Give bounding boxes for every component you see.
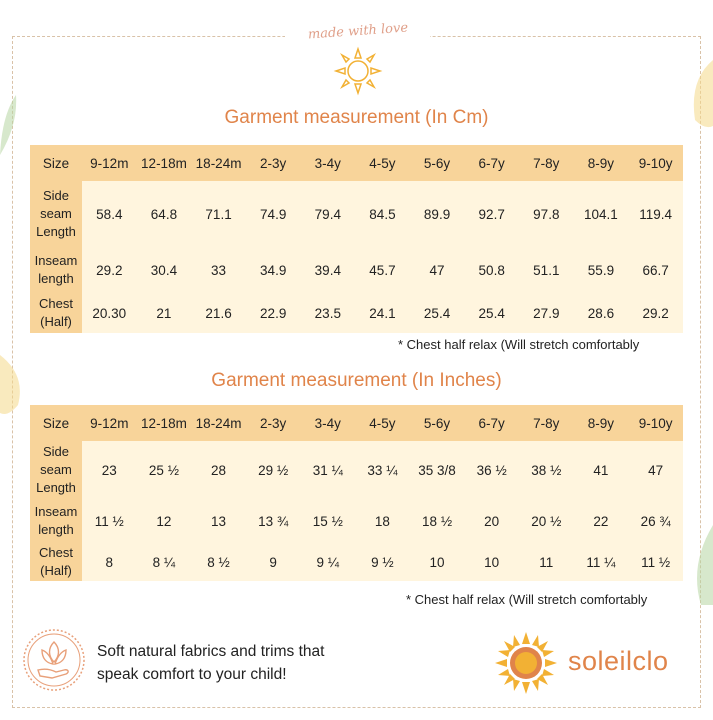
value-cell: 79.4	[301, 181, 356, 247]
value-cell: 22.9	[246, 293, 301, 333]
row-label-chest: Chest (Half)	[30, 543, 82, 581]
value-cell: 11	[519, 543, 574, 581]
made-with-love-badge	[296, 8, 420, 96]
value-cell: 71.1	[191, 181, 246, 247]
header-row	[30, 405, 683, 441]
value-cell: 29.2	[628, 293, 683, 333]
value-cell: 28.6	[574, 293, 629, 333]
size-cell: 8-9y	[574, 145, 629, 181]
value-cell: 31 ¼	[301, 441, 356, 499]
cm-chest-note: * Chest half relax (Will stretch comfortably	[398, 337, 640, 352]
value-cell: 30.4	[137, 247, 192, 293]
value-cell: 18	[355, 499, 410, 543]
size-cell: 18-24m	[191, 405, 246, 441]
value-cell: 23	[82, 441, 137, 499]
value-cell: 10	[464, 543, 519, 581]
value-cell: 25 ½	[137, 441, 192, 499]
sun-logo-icon	[495, 632, 557, 694]
size-cell: 5-6y	[410, 145, 465, 181]
inch-measurement-table	[30, 405, 683, 581]
value-cell: 11 ½	[82, 499, 137, 543]
value-cell: 26 ¾	[628, 499, 683, 543]
value-cell: 13 ¾	[246, 499, 301, 543]
size-cell: 6-7y	[464, 405, 519, 441]
value-cell: 18 ½	[410, 499, 465, 543]
table-row	[30, 499, 683, 543]
leaf-hand-icon	[22, 628, 86, 692]
value-cell: 29 ½	[246, 441, 301, 499]
size-cell: 5-6y	[410, 405, 465, 441]
value-cell: 12	[137, 499, 192, 543]
size-cell: 9-10y	[628, 145, 683, 181]
value-cell: 55.9	[574, 247, 629, 293]
value-cell: 25.4	[410, 293, 465, 333]
size-cell: 4-5y	[355, 405, 410, 441]
size-cell: 3-4y	[301, 405, 356, 441]
size-cell: 8-9y	[574, 405, 629, 441]
value-cell: 119.4	[628, 181, 683, 247]
size-header: Size	[30, 405, 82, 441]
value-cell: 66.7	[628, 247, 683, 293]
table-row	[30, 293, 683, 333]
inch-chest-note: * Chest half relax (Will stretch comfortably	[406, 592, 648, 607]
value-cell: 38 ½	[519, 441, 574, 499]
value-cell: 92.7	[464, 181, 519, 247]
value-cell: 45.7	[355, 247, 410, 293]
value-cell: 11 ¼	[574, 543, 629, 581]
value-cell: 89.9	[410, 181, 465, 247]
value-cell: 97.8	[519, 181, 574, 247]
leaf-decoration-icon	[689, 525, 713, 605]
value-cell: 50.8	[464, 247, 519, 293]
size-cell: 12-18m	[137, 145, 192, 181]
value-cell: 36 ½	[464, 441, 519, 499]
value-cell: 74.9	[246, 181, 301, 247]
size-cell: 3-4y	[301, 145, 356, 181]
value-cell: 28	[191, 441, 246, 499]
value-cell: 13	[191, 499, 246, 543]
sun-icon	[333, 46, 383, 96]
value-cell: 41	[574, 441, 629, 499]
value-cell: 23.5	[301, 293, 356, 333]
row-label-inseam: Inseam length	[30, 247, 82, 293]
value-cell: 15 ½	[301, 499, 356, 543]
size-cell: 12-18m	[137, 405, 192, 441]
size-cell: 9-12m	[82, 405, 137, 441]
size-header: Size	[30, 145, 82, 181]
value-cell: 104.1	[574, 181, 629, 247]
size-cell: 2-3y	[246, 405, 301, 441]
value-cell: 9	[246, 543, 301, 581]
value-cell: 47	[628, 441, 683, 499]
row-label-side-seam: Side seam Length	[30, 441, 82, 499]
size-cell: 2-3y	[246, 145, 301, 181]
value-cell: 33	[191, 247, 246, 293]
value-cell: 8 ¼	[137, 543, 192, 581]
value-cell: 84.5	[355, 181, 410, 247]
footer-tagline: Soft natural fabrics and trims that speak comfort to your child!	[97, 643, 325, 683]
value-cell: 21.6	[191, 293, 246, 333]
table-row	[30, 441, 683, 499]
cm-measurement-table	[30, 145, 683, 333]
table-row	[30, 181, 683, 247]
value-cell: 21	[137, 293, 192, 333]
cm-section-title: Garment measurement (In Cm)	[224, 107, 489, 128]
size-cell: 6-7y	[464, 145, 519, 181]
size-cell: 7-8y	[519, 405, 574, 441]
value-cell: 58.4	[82, 181, 137, 247]
value-cell: 10	[410, 543, 465, 581]
size-cell: 7-8y	[519, 145, 574, 181]
size-cell: 18-24m	[191, 145, 246, 181]
value-cell: 9 ½	[355, 543, 410, 581]
header-row	[30, 145, 683, 181]
badge-text: made with love	[307, 20, 409, 43]
row-label-inseam: Inseam length	[30, 499, 82, 543]
size-cell: 4-5y	[355, 145, 410, 181]
table-row	[30, 247, 683, 293]
inch-section-title: Garment measurement (In Inches)	[211, 370, 502, 391]
value-cell: 20 ½	[519, 499, 574, 543]
size-cell: 9-10y	[628, 405, 683, 441]
value-cell: 11 ½	[628, 543, 683, 581]
value-cell: 47	[410, 247, 465, 293]
value-cell: 34.9	[246, 247, 301, 293]
value-cell: 8	[82, 543, 137, 581]
row-label-chest: Chest (Half)	[30, 293, 82, 333]
value-cell: 22	[574, 499, 629, 543]
value-cell: 25.4	[464, 293, 519, 333]
value-cell: 64.8	[137, 181, 192, 247]
value-cell: 39.4	[301, 247, 356, 293]
value-cell: 8 ½	[191, 543, 246, 581]
value-cell: 29.2	[82, 247, 137, 293]
value-cell: 33 ¼	[355, 441, 410, 499]
value-cell: 27.9	[519, 293, 574, 333]
brand-logo-text: soleilclo	[568, 646, 669, 676]
size-cell: 9-12m	[82, 145, 137, 181]
value-cell: 20.30	[82, 293, 137, 333]
value-cell: 35 3/8	[410, 441, 465, 499]
row-label-side-seam: Side seam Length	[30, 181, 82, 247]
value-cell: 9 ¼	[301, 543, 356, 581]
table-row	[30, 543, 683, 581]
value-cell: 20	[464, 499, 519, 543]
value-cell: 51.1	[519, 247, 574, 293]
value-cell: 24.1	[355, 293, 410, 333]
